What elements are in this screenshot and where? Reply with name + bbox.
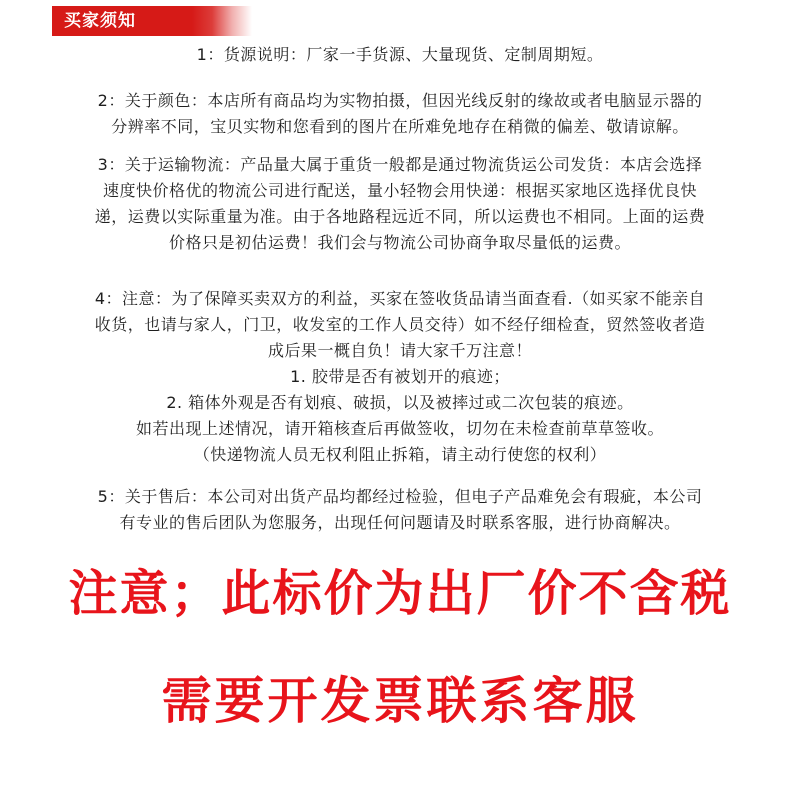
- shipping-line: 递，运费以实际重量为准。由于各地路程远近不同，所以运费也不相同。上面的运费: [94, 207, 706, 226]
- color-line: 2：关于颜色：本店所有商品均为实物拍摄，但因光线反射的缘故或者电脑显示器的: [97, 91, 703, 110]
- after-sales-line: 有专业的售后团队为您服务，出现任何问题请及时联系客服，进行协商解决。: [119, 513, 681, 532]
- attention-line: 4：注意：为了保障买卖双方的利益，买家在签收货品请当面查看.（如买家不能亲自: [94, 289, 706, 308]
- after-sales-line: 5：关于售后：本公司对出货产品均都经过检验，但电子产品难免会有瑕疵，本公司: [97, 487, 703, 506]
- header-title: 买家须知: [64, 11, 136, 31]
- header-banner: [52, 6, 252, 36]
- shipping-line: 价格只是初估运费！我们会与物流公司协商争取尽量低的运费。: [168, 233, 631, 252]
- attention-line: 如若出现上述情况，请开箱核查后再做签收，切勿在未检查前草草签收。: [135, 419, 664, 438]
- supply-line: 1：货源说明：厂家一手货源、大量现货、定制周期短。: [196, 45, 604, 64]
- attention-line: 1. 胶带是否有被划开的痕迹；: [290, 367, 510, 386]
- shipping-line: 速度快价格优的物流公司进行配送，量小轻物会用快递：根据买家地区选择优良快: [102, 181, 697, 200]
- shipping-line: 3：关于运输物流：产品量大属于重货一般都是通过物流货运公司发货：本店会选择: [97, 155, 703, 174]
- color-line: 分辨率不同，宝贝实物和您看到的图片在所难免地存在稍微的偏差、敬请谅解。: [111, 117, 689, 136]
- attention-line: 2. 箱体外观是否有划痕、破损，以及被摔过或二次包装的痕迹。: [166, 393, 634, 412]
- tax-notice: 注意；此标价为出厂价不含税: [68, 565, 732, 622]
- invoice-notice: 需要开发票联系客服: [161, 672, 639, 730]
- attention-line: （快递物流人员无权利阻止拆箱，请主动行使您的权利）: [193, 445, 607, 464]
- attention-line: 成后果一概自负！请大家千万注意！: [267, 341, 532, 360]
- attention-line: 收货，也请与家人，门卫，收发室的工作人员交待）如不经仔细检查，贸然签收者造: [94, 315, 706, 334]
